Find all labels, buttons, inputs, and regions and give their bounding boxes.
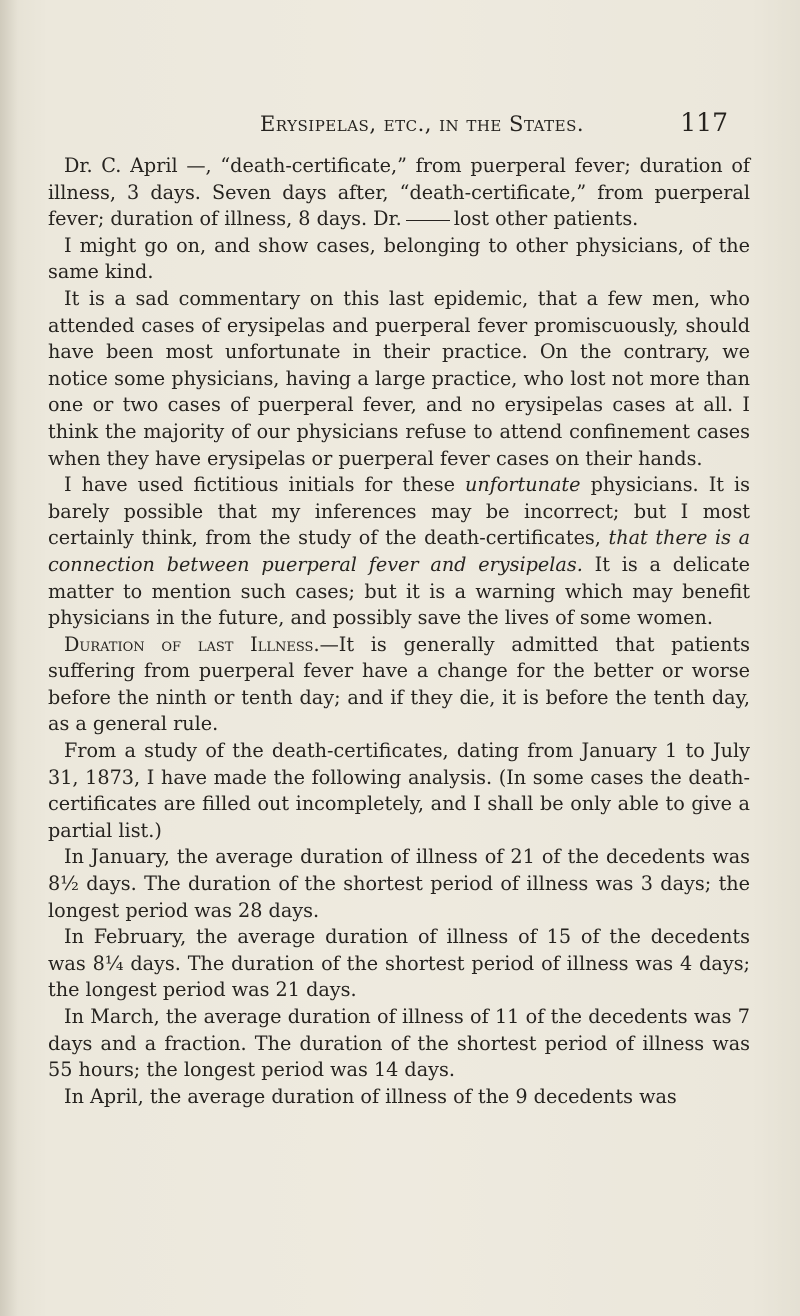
paragraph-text: Dr. C. April —, “death-certificate,” from puerperal fever; duration of illness, 3 days. Seven days after, “death-certificate,” from puerperal fever; duration of illness, 8 days. Dr. bbox=[48, 154, 750, 231]
paragraph-commentary bbox=[48, 286, 750, 472]
paragraph-text: It is a delicate matter to mention such cases; but it is a warning which may benefit physicians in the future, and possibly save the lives of some women. bbox=[48, 552, 750, 630]
emphasis-connection: that there is a connection between puerperal fever and erysipelas. bbox=[48, 526, 751, 576]
paragraph-march bbox=[48, 1004, 750, 1084]
paragraph-text: In April, the average duration of illness of the 9 decedents was bbox=[64, 1084, 677, 1108]
paragraph-duration-heading bbox=[48, 632, 750, 738]
paragraph-analysis-intro bbox=[48, 738, 750, 844]
paragraph-other-physicians bbox=[48, 233, 750, 286]
paragraph-text: —It is generally admitted that patients suffering from puerperal fever have a change for the better or worse before the ninth or tenth day; and if they die, it is before the tenth day, as a general rule. bbox=[48, 632, 751, 736]
section-heading: Duration of last Illness. bbox=[64, 632, 320, 656]
paragraph-april bbox=[48, 1084, 750, 1111]
paragraph-text: I might go on, and show cases, belonging to other physicians, of the same kind. bbox=[48, 233, 750, 284]
emphasis-unfortunate: unfortunate bbox=[465, 473, 581, 497]
paragraph-january bbox=[48, 844, 750, 924]
paragraph-february bbox=[48, 924, 750, 1004]
paragraph-text: I have used fictitious initials for these bbox=[64, 473, 455, 497]
running-head-title: Erysipelas, etc., in the States. bbox=[259, 112, 585, 136]
omitted-name-rule bbox=[406, 220, 450, 221]
paragraph-text: physicians. It is barely possible that my inferences may be incorrect; but I most certainly think, from the study of the death-certificates, bbox=[48, 473, 750, 550]
paragraph-text: In March, the average duration of illness of 11 of the decedents was 7 days and a fraction. The duration of the shortest period of illness was 55 hours; the longest period was 14 days. bbox=[48, 1005, 750, 1082]
paragraph-fictitious-initials bbox=[48, 472, 750, 632]
body-text bbox=[48, 153, 750, 1110]
page-gutter-shadow bbox=[0, 0, 18, 1316]
paragraph-text: In January, the average duration of illness of 21 of the decedents was 8½ days. The duration of the shortest period of illness was 3 days; the longest period was 28 days. bbox=[48, 845, 750, 922]
page-number: 117 bbox=[680, 108, 728, 137]
paragraph-text: lost other patients. bbox=[453, 207, 639, 231]
paragraph-text: It is a sad commentary on this last epidemic, that a few men, who attended cases of erysipelas and puerperal fever promiscuously, should have been most unfortunate in their practice. On the contrary, we notice some physicians, having a large practice, who lost not more than one or two cases of puerperal fever, and no erysipelas cases at all. I think the majority of our physicians refuse to attend confinement cases when they have erysipelas or puerperal fever cases on their hands. bbox=[48, 286, 750, 470]
running-head bbox=[116, 108, 728, 144]
paragraph-dr-c bbox=[48, 153, 750, 233]
paragraph-text: From a study of the death-certificates, dating from January 1 to July 31, 1873, I have made the following analysis. (In some cases the death-certificates are filled out incompletely, and I shall be only able to give a partial list.) bbox=[48, 739, 750, 842]
paragraph-text: In February, the average duration of illness of 15 of the decedents was 8¼ days. The duration of the shortest period of illness was 4 days; the longest period was 21 days. bbox=[48, 925, 750, 1002]
